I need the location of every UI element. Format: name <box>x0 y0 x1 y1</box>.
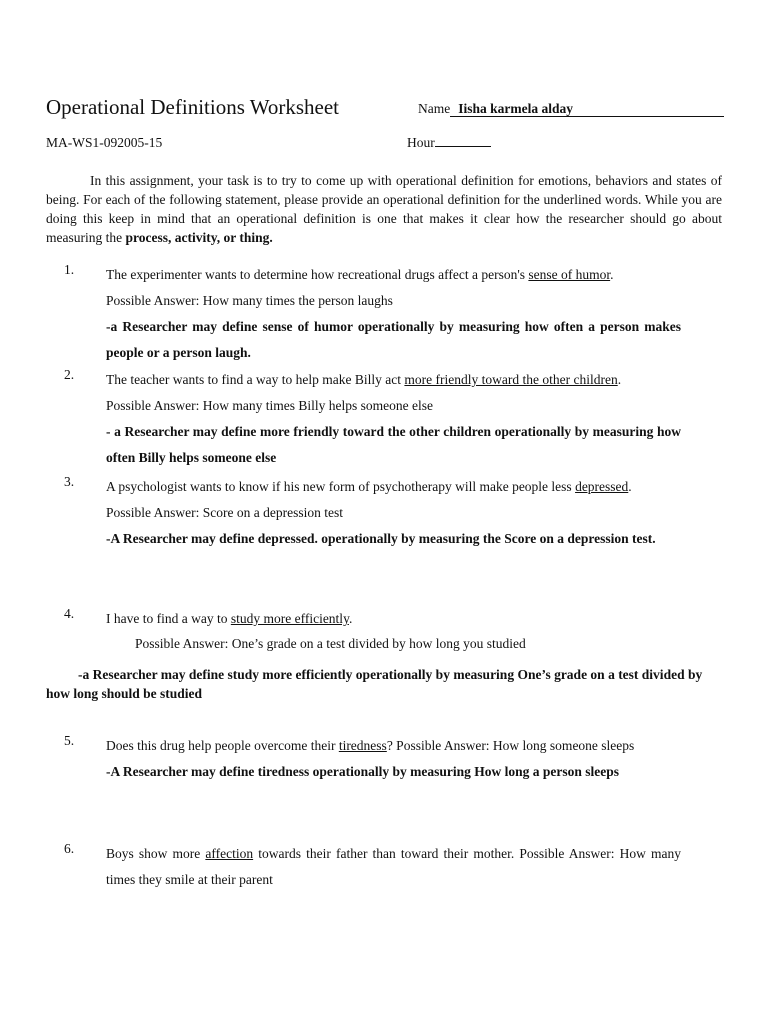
item-statement <box>106 606 681 632</box>
question-item-3 <box>46 474 681 552</box>
question-item-1 <box>46 262 681 366</box>
question-item-5 <box>46 733 681 785</box>
possible-answer: Possible Answer: How many times Billy helps someone else <box>106 398 433 413</box>
underlined-term: sense of humor <box>528 267 611 282</box>
item-statement <box>106 474 681 500</box>
student-response: -A Researcher may define tiredness operationally by measuring How long a person sleeps <box>106 764 619 779</box>
item-number: 5. <box>64 733 75 748</box>
statement-text: A psychologist wants to know if his new form of psychotherapy will make people less <box>106 479 576 494</box>
item-number: 6. <box>64 841 75 856</box>
statement-text: towards their father than toward their mother. Possible Answer: How many times they smile at their parent <box>106 846 681 887</box>
statement-text: The teacher wants to find a way to help make Billy act <box>106 372 405 387</box>
statement-text: I have to find a way to <box>106 611 231 626</box>
statement-text: The experimenter wants to determine how recreational drugs affect a person's <box>106 267 529 282</box>
statement-text: . <box>617 372 622 387</box>
name-value: Iisha karmela alday <box>450 101 724 117</box>
statement-text: Boys show more <box>106 846 206 861</box>
underlined-term: study more efficiently <box>230 611 349 626</box>
underlined-term: depressed <box>575 479 629 494</box>
possible-answer: Possible Answer: How many times the person laughs <box>106 293 393 308</box>
hour-blank <box>435 146 491 147</box>
underlined-term: affection <box>205 846 254 861</box>
intro-text: In this assignment, your task is to try to come up with operational definition for emotions, behaviors and states of being. For each of the following statement, please provide an operational definition for the underlined words. While you are doing this keep in mind that an operational definition is one that makes it clear how the researcher should go about measuring the <box>46 173 722 245</box>
statement-text: . <box>628 479 632 494</box>
hour-label: Hour <box>407 135 435 150</box>
statement-text: ? Possible Answer: How long someone sleeps <box>386 738 635 753</box>
possible-answer: Possible Answer: Score on a depression test <box>106 505 343 520</box>
intro-paragraph <box>46 171 722 247</box>
worksheet-code: MA-WS1-092005-15 <box>46 135 163 150</box>
item-number: 1. <box>64 262 75 277</box>
item-statement <box>106 262 681 288</box>
possible-answer: Possible Answer: One’s grade on a test divided by how long you studied <box>135 636 526 651</box>
item-number: 4. <box>64 606 75 621</box>
student-response: -a Researcher may define sense of humor operationally by measuring how often a person makes people or a person laugh. <box>106 319 681 360</box>
name-row <box>418 101 724 117</box>
student-response: -A Researcher may define depressed. operationally by measuring the Score on a depression test. <box>106 531 656 546</box>
hour-row <box>407 135 491 151</box>
question-item-2 <box>46 367 681 471</box>
item-statement <box>106 733 681 759</box>
underlined-term: tiredness <box>338 738 387 753</box>
question-item-4 <box>46 606 681 632</box>
item-statement <box>106 841 681 893</box>
question-item-6 <box>46 841 681 893</box>
name-label: Name <box>418 101 451 116</box>
item-statement <box>106 367 681 393</box>
statement-text: . <box>610 267 614 282</box>
intro-emphasis: process, activity, or thing. <box>125 230 273 245</box>
statement-text: . <box>348 611 353 626</box>
student-response: -a Researcher may define study more efficiently operationally by measuring One’s grade on a test divided by how long should be studied <box>46 667 703 701</box>
statement-text: Does this drug help people overcome their <box>106 738 339 753</box>
student-response: - a Researcher may define more friendly toward the other children operationally by measuring how often Billy helps someone else <box>106 424 681 465</box>
underlined-term: more friendly toward the other children <box>404 372 618 387</box>
page-title: Operational Definitions Worksheet <box>46 95 340 119</box>
item-number: 2. <box>64 367 75 382</box>
item-number: 3. <box>64 474 75 489</box>
